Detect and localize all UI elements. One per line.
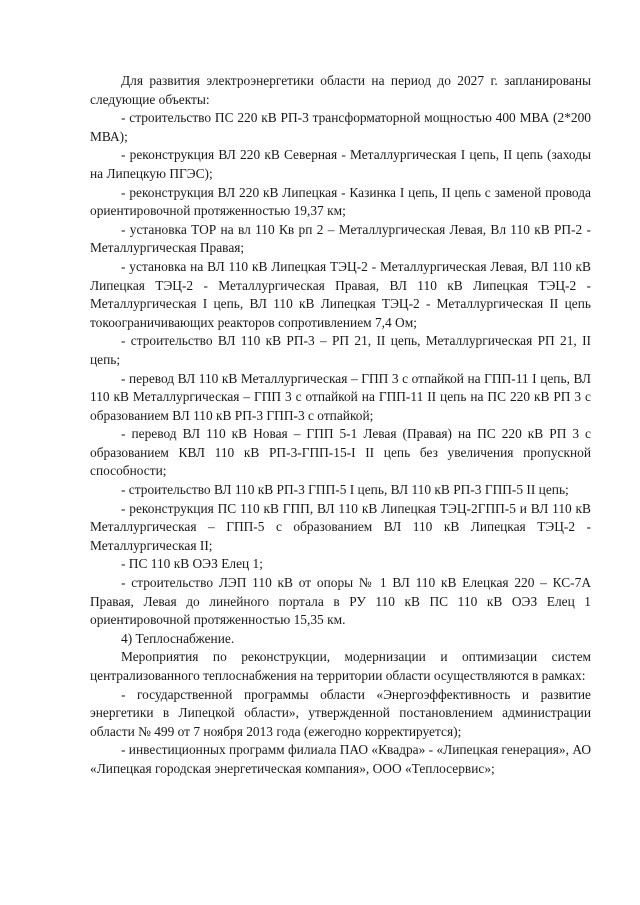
list-item-vl220-kazinka: - реконструкция ВЛ 220 кВ Липецкая - Казинка I цепь, II цепь с заменой провода ориентировочной протяженностью 19,37 км; [90, 184, 591, 219]
list-item-vl220-severnaya: - реконструкция ВЛ 220 кВ Северная - Металлургическая I цепь, II цепь (заходы на Липецкую ПГЭС); [90, 147, 591, 181]
list-item-reactors: - установка на ВЛ 110 кВ Липецкая ТЭЦ-2 - Металлургическая Левая, ВЛ 110 кВ Липецкая ТЭЦ-2 - Металлургическая Правая, ВЛ 110 кВ Липецкая ТЭЦ-2 - Металлургическая I цепь, ВЛ 110 кВ Липецкая ТЭЦ-2 - Металлургическая II цепь токоограничивающих реакторов сопротивлением 7,4 Ом; [90, 258, 591, 330]
list-item-ps-rp3: - строительство ПС 220 кВ РП-3 трансформаторной мощностью 400 МВА (2*200 МВА); [90, 110, 591, 144]
list-item-lep110: - строительство ЛЭП 110 кВ от опоры № 1 ВЛ 110 кВ Елецкая 220 – КС-7А Правая, Левая до линейного портала в РУ 110 кВ ПС 110 кВ ОЭЗ Елец 1 ориентировочной протяженностью 15,35 км. [90, 575, 591, 628]
list-item-state-program: - государственной программы области «Энергоэффективность и развитие энергетики в Липецкой области», утвержденной постановлением администрации области № 499 от 7 ноября 2013 года (ежегодно корректируется); [90, 686, 591, 739]
list-item-oez-elets: - ПС 110 кВ ОЭЗ Елец 1; [121, 556, 263, 572]
list-item-transfer-novaya: - перевод ВЛ 110 кВ Новая – ГПП 5-1 Левая (Правая) на ПС 220 кВ РП 3 с образованием КВЛ 110 кВ РП-3-ГПП-15-I II цепь без увеличения пропускной способности; [90, 426, 591, 479]
intro-paragraph: Для развития электроэнергетики области на период до 2027 г. запланированы следующие объекты: [90, 73, 591, 107]
section-heading-heat-supply: 4) Теплоснабжение. [121, 630, 235, 646]
list-item-tor-rp2: - установка ТОР на вл 110 Кв рп 2 – Металлургическая Левая, Вл 110 кВ РП-2 - Металлургическая Правая; [90, 221, 591, 256]
list-item-vl110-gpp5: - строительство ВЛ 110 кВ РП-3 ГПП-5 I цепь, ВЛ 110 кВ РП-3 ГПП-5 II цепь; [121, 482, 569, 498]
list-item-transfer-gpp3: - перевод ВЛ 110 кВ Металлургическая – ГПП 3 с отпайкой на ГПП-11 I цепь, ВЛ 110 кВ Металлургическая – ГПП 3 с отпайкой на ГПП-11 II цепь на ПС 220 кВ РП 3 с образованием ВЛ 110 кВ РП-3 ГПП-3 с отпайкой; [90, 370, 591, 423]
list-item-investment-programs: - инвестиционных программ филиала ПАО «Квадра» - «Липецкая генерация», АО «Липецкая городская энергетическая компания», ООО «Теплосервис»; [90, 742, 591, 776]
heat-supply-paragraph: Мероприятия по реконструкции, модернизации и оптимизации систем централизованного теплоснабжения на территории области осуществляются в рамках: [90, 649, 591, 683]
document-page [90, 72, 591, 779]
list-item-reconstruction-gpp: - реконструкция ПС 110 кВ ГПП, ВЛ 110 кВ Липецкая ТЭЦ-2ГПП-5 и ВЛ 110 кВ Металлургическая – ГПП-5 с образованием ВЛ 110 кВ Липецкая ТЭЦ-2 - Металлургическая II; [90, 500, 591, 553]
list-item-vl110-rp3-rp21: - строительство ВЛ 110 кВ РП-3 – РП 21, II цепь, Металлургическая РП 21, II цепь; [90, 333, 591, 367]
